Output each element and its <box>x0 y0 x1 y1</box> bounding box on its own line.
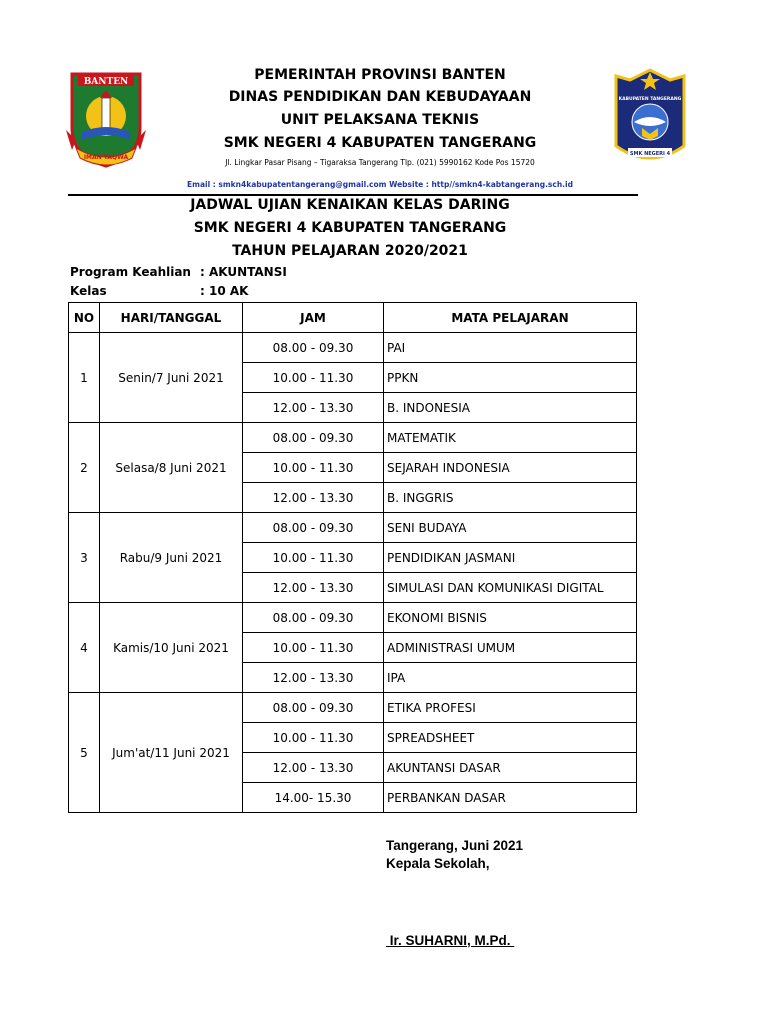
session-subject: ETIKA PROFESI <box>384 693 637 723</box>
header-school-line: SMK NEGERI 4 KABUPATEN TANGERANG <box>223 135 537 151</box>
svg-text:SMK NEGERI 4: SMK NEGERI 4 <box>629 151 671 157</box>
session-subject: SENI BUDAYA <box>384 513 637 543</box>
session-subject: ADMINISTRASI UMUM <box>384 633 637 663</box>
session-time: 12.00 - 13.30 <box>243 483 384 513</box>
session-time: 12.00 - 13.30 <box>243 573 384 603</box>
session-subject: PPKN <box>384 363 637 393</box>
session-time: 08.00 - 09.30 <box>243 423 384 453</box>
col-header-subject: MATA PELAJARAN <box>384 303 637 333</box>
table-row <box>69 423 637 453</box>
col-header-date: HARI/TANGGAL <box>100 303 243 333</box>
session-time: 08.00 - 09.30 <box>243 693 384 723</box>
session-subject: SIMULASI DAN KOMUNIKASI DIGITAL <box>384 573 637 603</box>
session-time: 12.00 - 13.30 <box>243 663 384 693</box>
session-subject: MATEMATIK <box>384 423 637 453</box>
session-subject: B. INDONESIA <box>384 393 637 423</box>
exam-schedule-table <box>68 302 637 813</box>
header-gov-line: PEMERINTAH PROVINSI BANTEN <box>254 67 506 83</box>
header-address: Jl. Lingkar Pasar Pisang – Tigaraksa Tangerang Tlp. (021) 5990162 Kode Pos 15720 <box>225 158 535 167</box>
day-number: 3 <box>69 513 100 603</box>
session-time: 08.00 - 09.30 <box>243 333 384 363</box>
day-number: 1 <box>69 333 100 423</box>
session-time: 10.00 - 11.30 <box>243 723 384 753</box>
svg-text:IMAN TAQWA: IMAN TAQWA <box>83 154 129 161</box>
table-header-row <box>69 303 637 333</box>
header-email-website: Email : smkn4kabupatentangerang@gmail.com Website : http//smkn4-kabtangerang.sch.id <box>187 180 573 189</box>
day-date: Rabu/9 Juni 2021 <box>100 513 243 603</box>
table-row <box>69 513 637 543</box>
session-time: 10.00 - 11.30 <box>243 453 384 483</box>
table-row <box>69 603 637 633</box>
kelas-label: Kelas <box>70 284 107 298</box>
day-number: 2 <box>69 423 100 513</box>
session-subject: AKUNTANSI DASAR <box>384 753 637 783</box>
session-time: 12.00 - 13.30 <box>243 393 384 423</box>
signature-name: Ir. SUHARNI, M.Pd. <box>386 933 515 948</box>
day-date: Senin/7 Juni 2021 <box>100 333 243 423</box>
session-subject: PAI <box>384 333 637 363</box>
session-subject: SPREADSHEET <box>384 723 637 753</box>
session-subject: SEJARAH INDONESIA <box>384 453 637 483</box>
header-unit-line: UNIT PELAKSANA TEKNIS <box>280 112 480 128</box>
signature-role: Kepala Sekolah, <box>386 856 490 871</box>
header-divider <box>68 194 638 196</box>
session-time: 08.00 - 09.30 <box>243 513 384 543</box>
session-subject: IPA <box>384 663 637 693</box>
session-time: 10.00 - 11.30 <box>243 633 384 663</box>
table-row <box>69 693 637 723</box>
session-time: 12.00 - 13.30 <box>243 753 384 783</box>
header-dept-line: DINAS PENDIDIKAN DAN KEBUDAYAAN <box>228 89 532 105</box>
banten-emblem-icon <box>66 70 146 170</box>
doc-title-line2: SMK NEGERI 4 KABUPATEN TANGERANG <box>193 220 507 236</box>
col-header-time: JAM <box>243 303 384 333</box>
day-number: 4 <box>69 603 100 693</box>
session-time: 14.00- 15.30 <box>243 783 384 813</box>
signature-place-date: Tangerang, Juni 2021 <box>386 838 524 853</box>
col-header-no: NO <box>69 303 100 333</box>
day-date: Kamis/10 Juni 2021 <box>100 603 243 693</box>
session-subject: B. INGGRIS <box>384 483 637 513</box>
day-date: Jum'at/11 Juni 2021 <box>100 693 243 813</box>
svg-text:KABUPATEN TANGERANG: KABUPATEN TANGERANG <box>618 97 682 102</box>
session-subject: PENDIDIKAN JASMANI <box>384 543 637 573</box>
doc-title-line1: JADWAL UJIAN KENAIKAN KELAS DARING <box>190 197 510 213</box>
program-value: : AKUNTANSI <box>200 265 287 279</box>
program-label: Program Keahlian <box>70 265 191 279</box>
day-number: 5 <box>69 693 100 813</box>
tangerang-emblem-icon <box>612 66 688 170</box>
svg-text:BANTEN: BANTEN <box>83 77 129 87</box>
session-time: 10.00 - 11.30 <box>243 363 384 393</box>
session-subject: PERBANKAN DASAR <box>384 783 637 813</box>
day-date: Selasa/8 Juni 2021 <box>100 423 243 513</box>
kelas-value: : 10 AK <box>200 284 249 298</box>
session-time: 10.00 - 11.30 <box>243 543 384 573</box>
program-keahlian <box>70 265 287 279</box>
session-subject: EKONOMI BISNIS <box>384 603 637 633</box>
session-time: 08.00 - 09.30 <box>243 603 384 633</box>
doc-title-line3: TAHUN PELAJARAN 2020/2021 <box>232 243 468 259</box>
table-row <box>69 333 637 363</box>
kelas <box>70 284 248 298</box>
